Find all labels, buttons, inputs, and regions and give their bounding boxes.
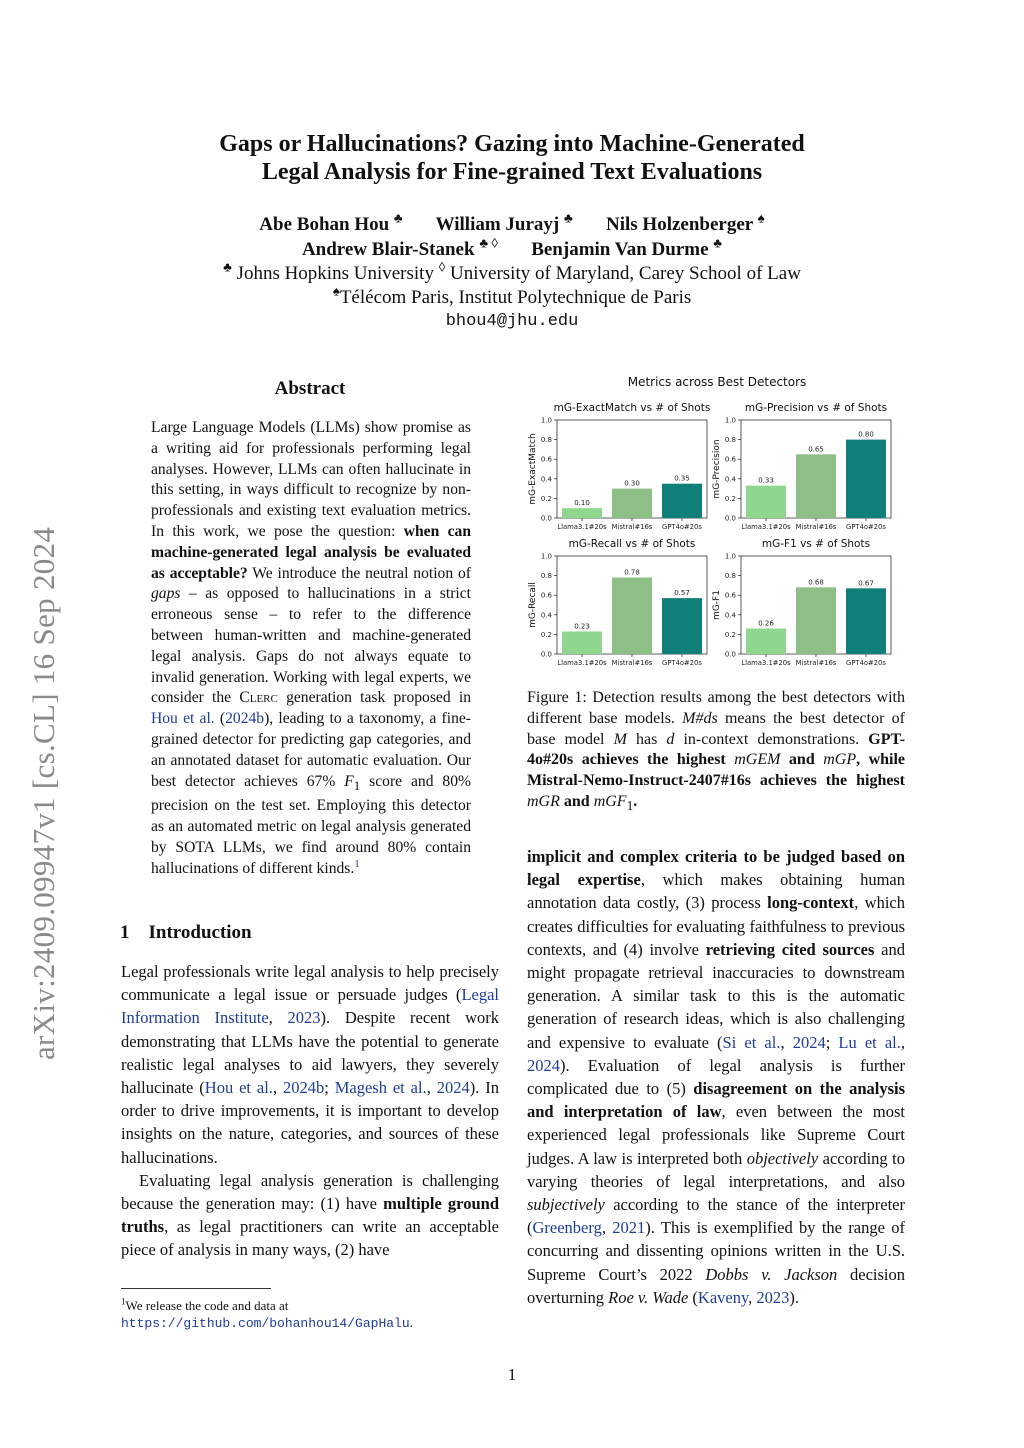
page-number: 1 — [507, 1365, 517, 1384]
x-tick-label: Llama3.1#20s — [557, 523, 607, 531]
abstract-heading: Abstract — [274, 378, 346, 399]
bar — [796, 454, 836, 518]
y-tick-label: 0.2 — [724, 494, 736, 503]
club-icon: ♣ — [223, 259, 232, 275]
x-tick-label: GPT4o#20s — [662, 659, 702, 667]
bar-value-label: 0.26 — [758, 619, 774, 628]
panel-title: mG-Precision vs # of Shots — [744, 402, 888, 414]
author-line-2 — [0, 237, 1024, 262]
author-line-1 — [0, 212, 1024, 237]
code-url-link[interactable]: https://github.com/bohanhou14/GapHalu — [121, 1316, 410, 1331]
x-tick-label: Llama3.1#20s — [557, 659, 607, 667]
x-tick-label: Llama3.1#20s — [741, 523, 791, 531]
citation-link[interactable]: Legal Information Institute — [121, 985, 499, 1028]
section-heading-introduction: 1 Introduction — [120, 922, 252, 943]
footnote-marker[interactable]: 1 — [354, 857, 360, 870]
bar — [846, 588, 886, 654]
panel-title: mG-F1 vs # of Shots — [761, 538, 871, 550]
y-tick-label: 0.6 — [724, 455, 736, 464]
y-tick-label: 0.4 — [724, 611, 736, 620]
bar-value-label: 0.68 — [808, 578, 824, 587]
citation-link[interactable]: 2023 — [287, 1008, 321, 1028]
x-tick-label: GPT4o#20s — [846, 659, 886, 667]
citation-link[interactable]: 2023 — [756, 1287, 790, 1307]
affiliation-line-2 — [0, 283, 1024, 310]
affiliations — [0, 259, 1024, 310]
bar — [746, 629, 786, 654]
affiliation-text: Télécom Paris, Institut Polytechnique de Paris — [339, 287, 692, 308]
club-diamond-icon: ♣ ◊ — [479, 235, 498, 251]
figure-caption: Figure 1: Detection results among the best detectors with different base models. M#ds means the best detector of base model M has d in-context demonstrations. GPT-4o#20s achieves the highest mGEM and mGP, while Mistral-Nemo-Instruct-2407#16s achieves the highest mGR and mGF$_1$. — [527, 689, 906, 814]
bar-value-label: 0.80 — [858, 430, 874, 439]
footnote-rule — [121, 1288, 271, 1289]
club-icon: ♣ — [564, 210, 573, 226]
bar — [562, 631, 602, 654]
bar — [612, 489, 652, 518]
bar — [612, 578, 652, 654]
citation-link[interactable]: 2024b — [282, 1078, 325, 1098]
x-tick-label: Mistral#16s — [795, 523, 837, 531]
author-email[interactable]: bhou4@jhu.edu — [445, 312, 579, 331]
y-tick-label: 0.6 — [540, 455, 552, 464]
paper-title — [0, 130, 1024, 186]
bar-value-label: 0.30 — [624, 479, 640, 488]
y-tick-label: 0.2 — [724, 630, 736, 639]
spade-icon: ♠ — [757, 210, 765, 226]
x-tick-label: GPT4o#20s — [662, 523, 702, 531]
panel-title: mG-Recall vs # of Shots — [568, 538, 696, 550]
citation-link[interactable]: Lu et al. — [838, 1032, 901, 1052]
y-tick-label: 0.0 — [724, 514, 736, 523]
bar — [662, 598, 702, 654]
title-line-1: Gaps or Hallucinations? Gazing into Machine-Generated — [219, 131, 805, 157]
bar-value-label: 0.65 — [808, 445, 824, 454]
y-axis-label: mG-ExactMatch — [528, 433, 538, 505]
citation-link[interactable]: 2024 — [792, 1032, 826, 1052]
footnote: $^1$We release the code and data at https://github.com/bohanhou14/GapHalu. — [121, 1296, 413, 1331]
y-tick-label: 0.6 — [724, 591, 736, 600]
y-tick-label: 0.8 — [724, 436, 736, 445]
bar — [746, 486, 786, 518]
bar-value-label: 0.35 — [674, 474, 690, 483]
bar-value-label: 0.57 — [674, 589, 690, 598]
citation-link[interactable]: Hou et al. — [151, 710, 215, 728]
y-tick-label: 0.0 — [540, 650, 552, 659]
paragraph: Evaluating legal analysis generation is challenging because the generation may: (1) have multiple ground truths, as legal practitioners can write an acceptable piece of analysis in many ways, (2) have — [121, 1170, 499, 1260]
figure-suptitle: Metrics across Best Detectors — [627, 375, 807, 389]
bar — [796, 587, 836, 654]
author-list — [0, 212, 1024, 262]
x-tick-label: Llama3.1#20s — [741, 659, 791, 667]
panel-title: mG-ExactMatch vs # of Shots — [553, 402, 711, 414]
y-tick-label: 0.4 — [724, 475, 736, 484]
bar-value-label: 0.23 — [574, 622, 590, 631]
y-tick-label: 0.8 — [724, 572, 736, 581]
y-tick-label: 0.8 — [540, 572, 552, 581]
y-tick-label: 1.0 — [724, 552, 736, 561]
y-axis-label: mG-Recall — [528, 582, 538, 628]
y-tick-label: 0.0 — [724, 650, 736, 659]
bar — [662, 484, 702, 518]
citation-link[interactable]: 2024 — [436, 1078, 470, 1098]
affiliation-line-1 — [0, 259, 1024, 286]
diamond-icon: ◊ — [438, 259, 446, 275]
introduction-body — [121, 960, 499, 1262]
club-icon: ♣ — [713, 235, 723, 251]
y-tick-label: 0.4 — [540, 475, 552, 484]
bar-value-label: 0.10 — [574, 499, 590, 508]
y-tick-label: 1.0 — [724, 416, 736, 425]
bar-value-label: 0.78 — [624, 568, 640, 577]
citation-link[interactable]: Kaveny — [697, 1287, 749, 1307]
y-tick-label: 0.0 — [540, 514, 552, 523]
citation-link[interactable]: Hou et al. — [204, 1078, 273, 1098]
y-tick-label: 0.8 — [540, 436, 552, 445]
author-name: Nils Holzenberger — [606, 214, 753, 235]
citation-link[interactable]: 2024 — [527, 1055, 560, 1075]
spade-icon: ♠ — [332, 283, 340, 299]
y-tick-label: 0.6 — [540, 591, 552, 600]
affiliation-text: University of Maryland, Carey School of Law — [445, 263, 801, 284]
y-tick-label: 0.4 — [540, 611, 552, 620]
x-tick-label: Mistral#16s — [795, 659, 837, 667]
paragraph: Legal professionals write legal analysis to help precisely communicate a legal issue or persuade judges (Legal Information Institute, 2023). Despite recent work demonstrating that LLMs have the potential to generate realistic legal analyses to aid lawyers, they severely hallucinate (Hou et al., 2024b; Magesh et al., 2024). In order to drive improvements, it is important to develop insights on the nature, categories, and sources of these hallucinations. — [121, 962, 499, 1167]
bar — [846, 440, 886, 518]
y-axis-label: mG-F1 — [712, 590, 722, 620]
x-tick-label: GPT4o#20s — [846, 523, 886, 531]
bar-value-label: 0.33 — [758, 476, 774, 485]
citation-link[interactable]: Si et al. — [722, 1032, 781, 1052]
bar-value-label: 0.67 — [858, 579, 874, 588]
abstract-body: Large Language Models (LLMs) show promise as a writing aid for professionals performing legal analyses. However, LLMs can often hallucinate in this setting, in ways difficult to recognize by non-professionals and existing text evaluation metrics. In this work, we pose the question: when can machine-generated legal analysis be evaluated as acceptable? We introduce the neutral notion of gaps – as opposed to hallucinations in a strict erroneous sense – to refer to the difference between human-written and machine-generated legal analysis. Gaps do not always equate to invalid generation. Working with legal experts, we consider the Clerc generation task proposed in Hou et al. (2024b), leading to a taxonomy, a fine-grained detector for predicting gap categories, and an annotated dataset for automatic evaluation. Our best detector achieves 67% $F_1$ score and 80% precision on the test set. Employing this detector as an automated metric on legal analysis generated by SOTA LLMs, we find around 80% contain hallucinations of different kinds.$^1$ — [151, 419, 471, 877]
citation-link[interactable]: 2024b — [225, 710, 265, 728]
right-column-body: implicit and complex criteria to be judged based on legal expertise, which makes obtaining human annotation data costly, (3) process long-context, which creates difficulties for evaluating faithfulness to previous contexts, and (4) involve retrieving cited sources and might propagate retrieval inaccuracies to downstream generation. A similar task to this is the automatic generation of research ideas, which is also challenging and expensive to evaluate (Si et al., 2024; Lu et al., 2024). Evaluation of legal analysis is further complicated due to (5) disagreement on the analysis and interpretation of law, even between the most experienced legal professionals like Supreme Court judges. A law is interpreted both objectively according to varying theories of legal interpretations, and also subjectively according to the stance of the interpreter (Greenberg, 2021). This is exemplified by the range of concurring and dissenting opinions written in the U.S. Supreme Court’s 2022 Dobbs v. Jackson decision overturning Roe v. Wade (Kaveny, 2023). — [527, 847, 906, 1307]
author-name: Abe Bohan Hou — [259, 214, 390, 235]
club-icon: ♣ — [393, 210, 403, 226]
y-tick-label: 0.2 — [540, 630, 552, 639]
figure-1-chart — [527, 372, 907, 672]
citation-link[interactable]: 2021 — [612, 1218, 646, 1238]
y-tick-label: 1.0 — [540, 416, 552, 425]
x-tick-label: Mistral#16s — [611, 523, 653, 531]
y-tick-label: 0.2 — [540, 494, 552, 503]
title-line-2: Legal Analysis for Fine-grained Text Evaluations — [261, 159, 763, 185]
y-tick-label: 1.0 — [540, 552, 552, 561]
arxiv-identifier: arXiv:2409.09947v1 [cs.CL] 16 Sep 2024 — [26, 526, 61, 1060]
x-tick-label: Mistral#16s — [611, 659, 653, 667]
author-name: Benjamin Van Durme — [531, 239, 709, 260]
bar — [562, 508, 602, 518]
citation-link[interactable]: Greenberg — [532, 1218, 602, 1238]
affiliation-text: Johns Hopkins University — [231, 263, 439, 284]
author-name: Andrew Blair-Stanek — [301, 239, 475, 260]
y-axis-label: mG-Precision — [712, 439, 722, 499]
author-name: William Jurayj — [435, 214, 560, 235]
citation-link[interactable]: Magesh et al. — [334, 1078, 427, 1098]
